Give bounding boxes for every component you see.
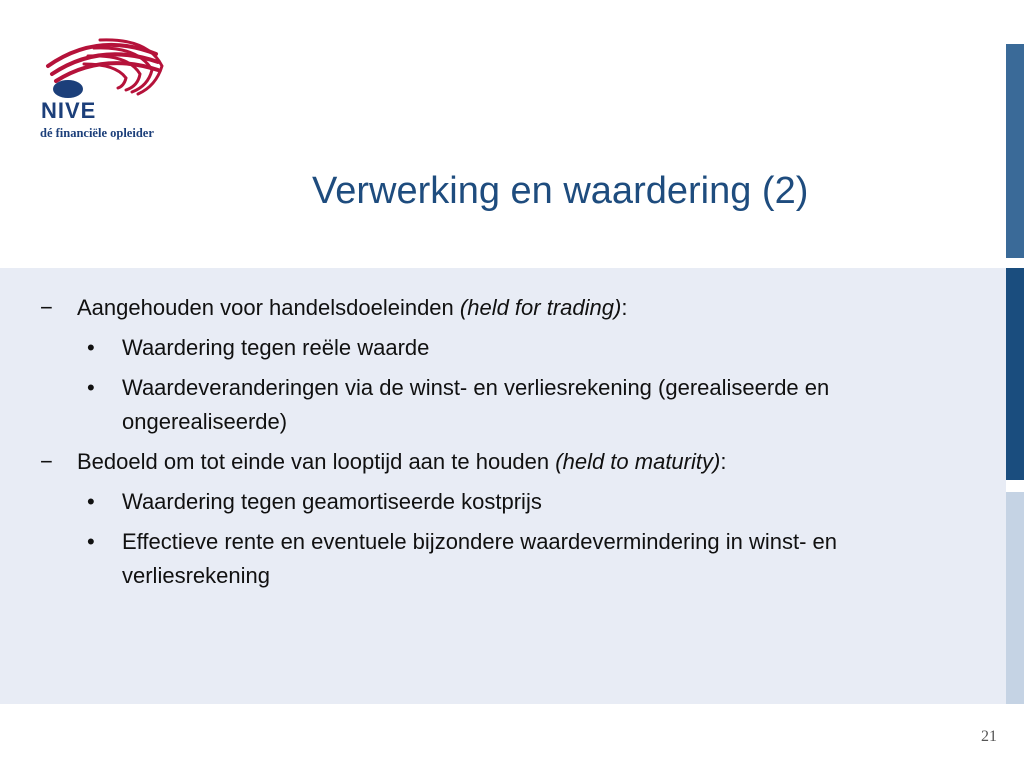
bullet-marker: • bbox=[87, 375, 95, 400]
nive-logo bbox=[38, 36, 168, 146]
bullet-marker: • bbox=[87, 335, 95, 360]
bullet-emphasis: (held to maturity) bbox=[555, 449, 721, 474]
slide-title: Verwerking en waardering (2) bbox=[312, 170, 809, 212]
side-bar-top bbox=[1006, 44, 1024, 258]
sub-bullet-text: Waardeveranderingen via de winst- en verliesrekening (gerealiseerde en ongerealiseerde) bbox=[122, 375, 830, 434]
bullet-item bbox=[40, 291, 940, 325]
sub-bullet-item bbox=[40, 525, 940, 593]
side-bar-middle bbox=[1006, 268, 1024, 480]
logo-tagline: dé financiële opleider bbox=[40, 126, 154, 140]
bullet-suffix: : bbox=[621, 295, 628, 320]
nive-logo-graphic bbox=[38, 36, 168, 106]
bullet-list bbox=[40, 291, 940, 599]
dash-marker: − bbox=[40, 295, 53, 320]
sub-bullet-text: Waardering tegen reële waarde bbox=[122, 335, 430, 360]
page-number: 21 bbox=[981, 728, 997, 745]
bullet-item bbox=[40, 445, 940, 479]
bullet-marker: • bbox=[87, 489, 95, 514]
sub-bullet-item bbox=[40, 485, 940, 519]
bullet-marker: • bbox=[87, 529, 95, 554]
bullet-emphasis: (held for trading) bbox=[459, 295, 622, 320]
bullet-text: Bedoeld om tot einde van looptijd aan te houden bbox=[77, 449, 556, 474]
sub-bullet-text: Waardering tegen geamortiseerde kostprijs bbox=[122, 489, 542, 514]
sub-bullet-text: Effectieve rente en eventuele bijzondere waardevermindering in winst- en verliesrekening bbox=[122, 529, 838, 588]
sub-bullet-item bbox=[40, 331, 940, 365]
bullet-text: Aangehouden voor handelsdoeleinden bbox=[77, 295, 460, 320]
bullet-suffix: : bbox=[720, 449, 727, 474]
logo-name: NIVE bbox=[41, 98, 97, 123]
side-bar-bottom bbox=[1006, 492, 1024, 704]
sub-bullet-item bbox=[40, 371, 940, 439]
dash-marker: − bbox=[40, 449, 53, 474]
